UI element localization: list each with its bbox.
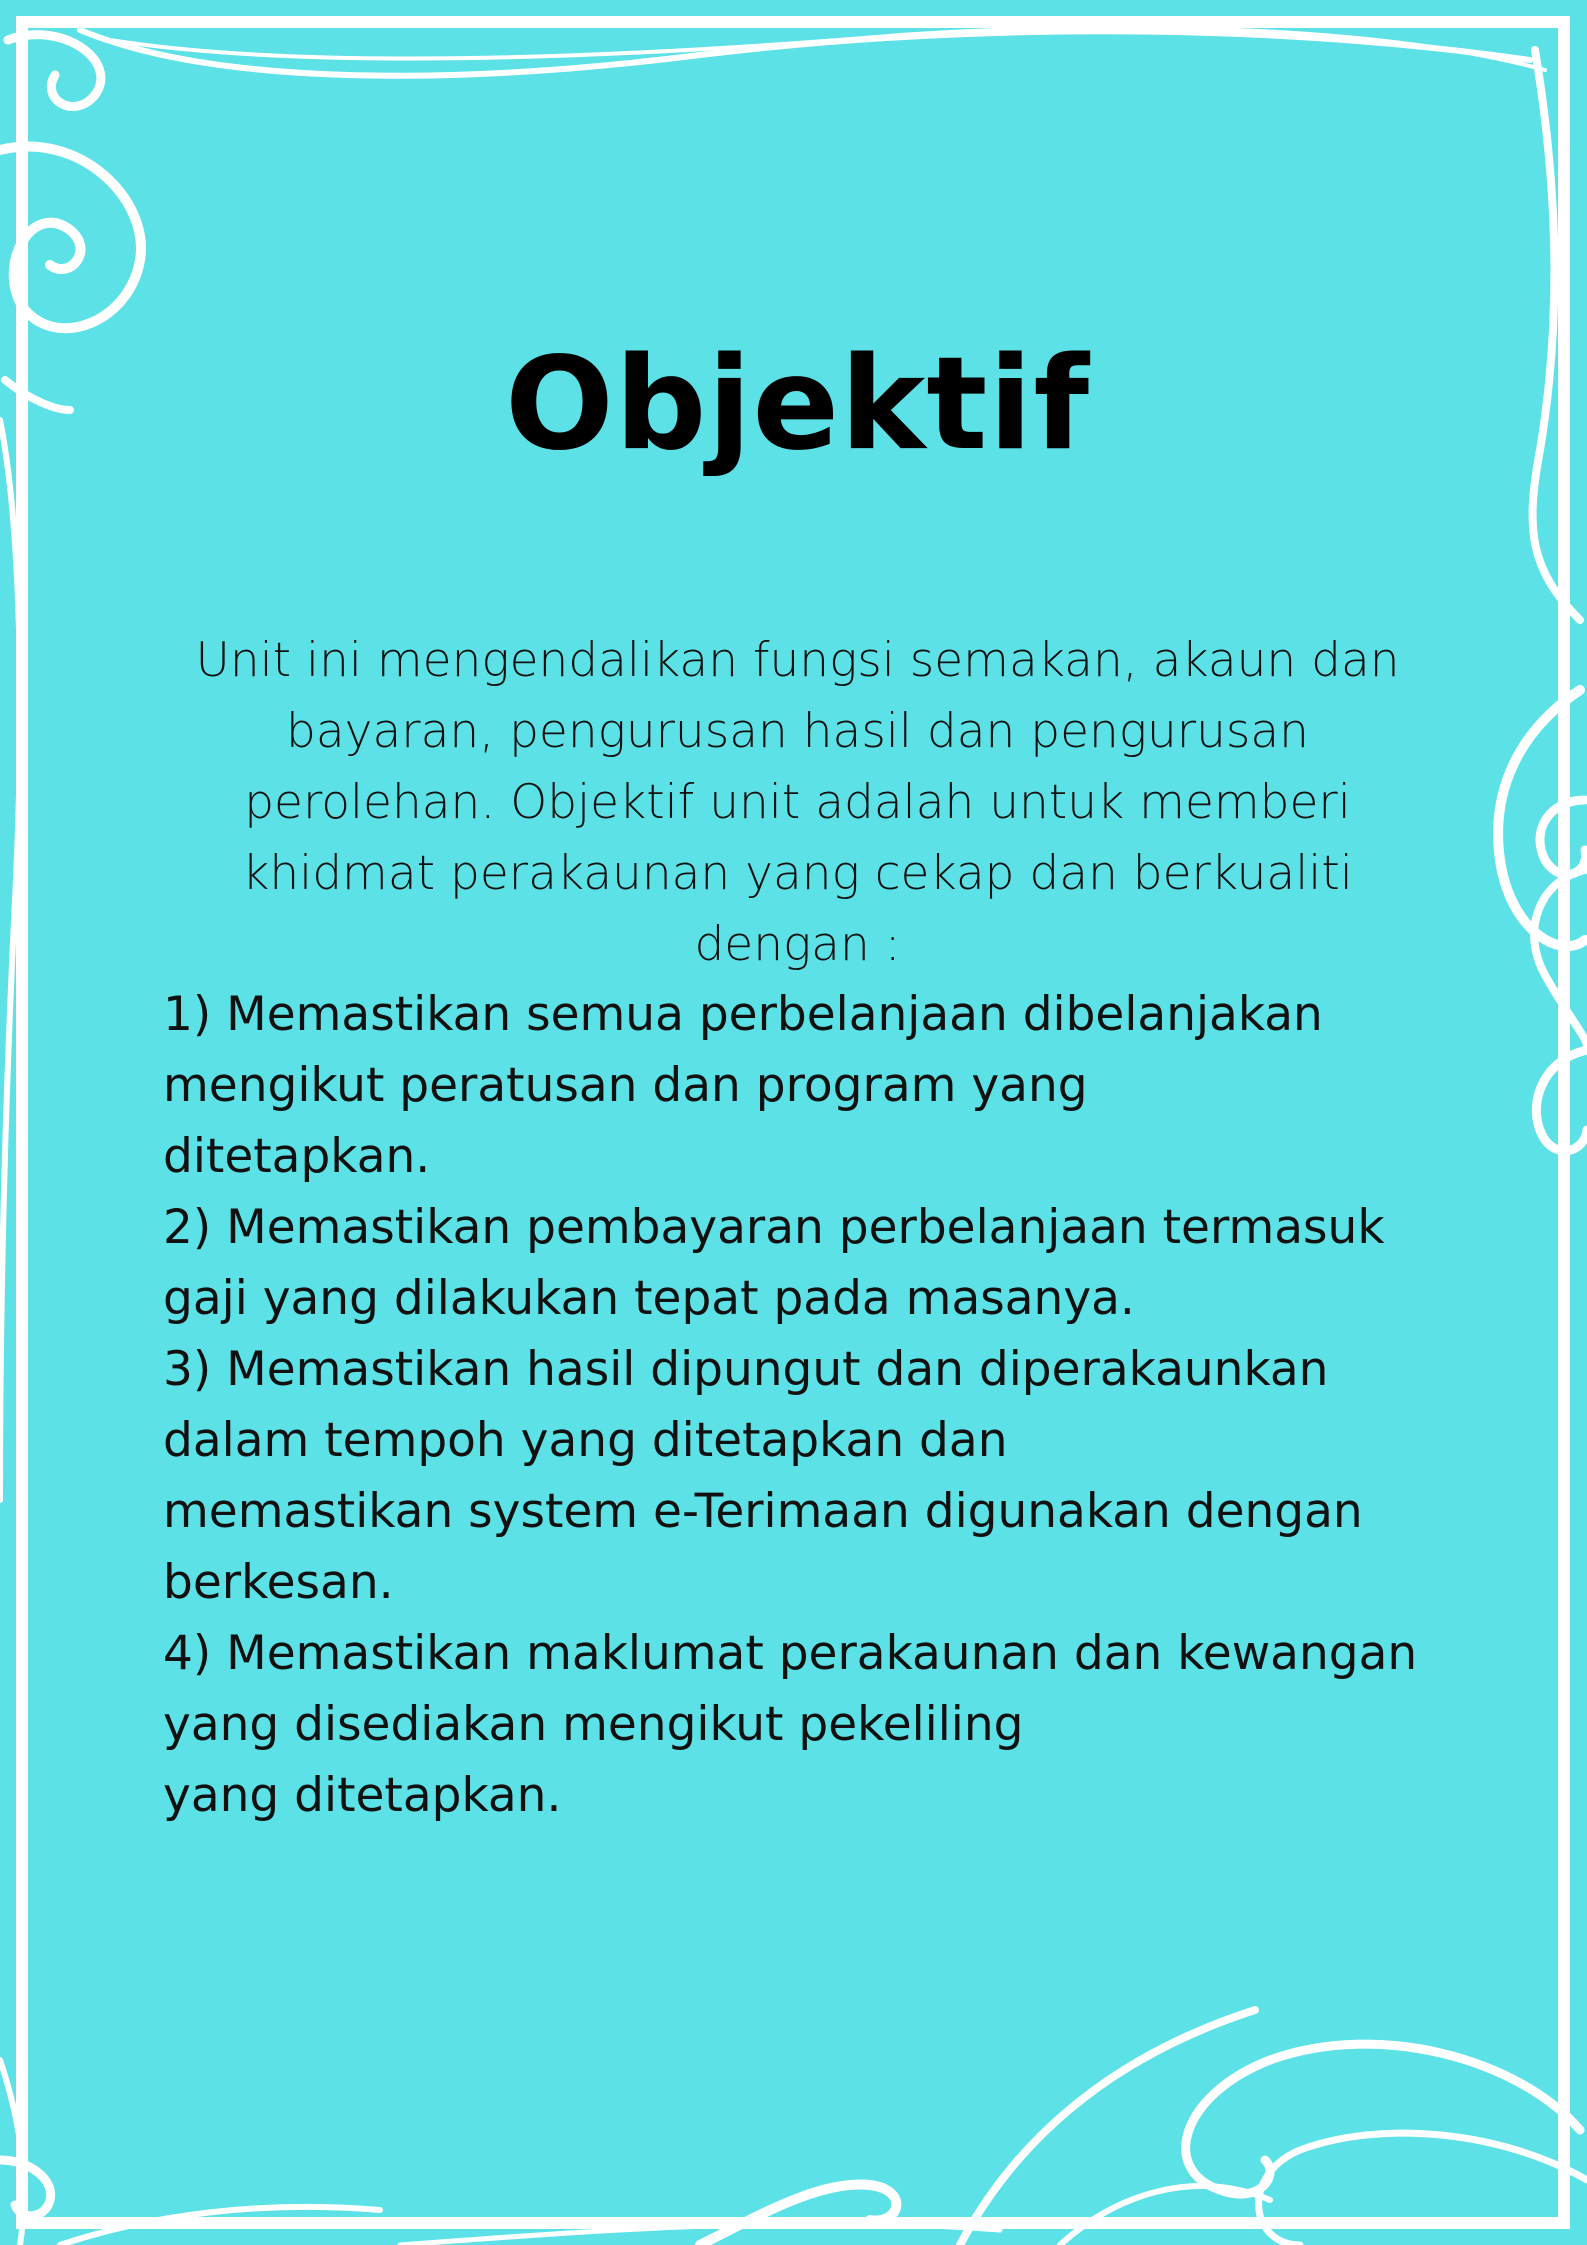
frame-swirl-top-left bbox=[8, 35, 101, 107]
intro-line: perolehan. Objektif unit adalah untuk memberi bbox=[244, 775, 1351, 830]
objective-line: gaji yang dilakukan tepat pada masanya. bbox=[163, 1271, 1135, 1326]
objective-line: yang disediakan mengikut pekeliling bbox=[163, 1697, 1024, 1752]
objective-line: 4) Memastikan maklumat perakaunan dan kewangan bbox=[163, 1626, 1418, 1681]
intro-line: Unit ini mengendalikan fungsi semakan, akaun dan bbox=[195, 633, 1400, 688]
objective-line: ditetapkan. bbox=[163, 1129, 431, 1184]
intro-paragraph bbox=[190, 625, 1405, 980]
objective-line: dalam tempoh yang ditetapkan dan bbox=[163, 1413, 1008, 1468]
objective-line: mengikut peratusan dan program yang bbox=[163, 1058, 1088, 1113]
frame-swirl-top bbox=[80, 30, 1530, 76]
objective-item-4 bbox=[163, 1618, 1433, 1831]
intro-line: dengan : bbox=[694, 917, 901, 972]
objective-line: 3) Memastikan hasil dipungut dan diperakaunkan bbox=[163, 1342, 1329, 1397]
objective-line: 2) Memastikan pembayaran perbelanjaan termasuk bbox=[163, 1200, 1385, 1255]
objective-line: memastikan system e-Terimaan digunakan dengan bbox=[163, 1484, 1363, 1539]
objective-item-2 bbox=[163, 1192, 1433, 1334]
objective-line: 1) Memastikan semua perbelanjaan dibelanjakan bbox=[163, 987, 1323, 1042]
objective-item-3 bbox=[163, 1334, 1433, 1618]
intro-line: bayaran, pengurusan hasil dan pengurusan bbox=[286, 704, 1309, 759]
objective-item-1 bbox=[163, 979, 1433, 1192]
frame-swirl-bottom-left bbox=[0, 2160, 51, 2216]
objective-line: yang ditetapkan. bbox=[163, 1768, 562, 1823]
page-title: Objektif bbox=[505, 330, 1090, 479]
frame-swirl-bottom-center bbox=[700, 2185, 896, 2245]
frame-swirl-bottom-right bbox=[960, 2010, 1255, 2245]
intro-line: khidmat perakaunan yang cekap dan berkualiti bbox=[242, 846, 1353, 901]
objective-line: berkesan. bbox=[163, 1555, 394, 1610]
objectives-list bbox=[163, 979, 1433, 1831]
